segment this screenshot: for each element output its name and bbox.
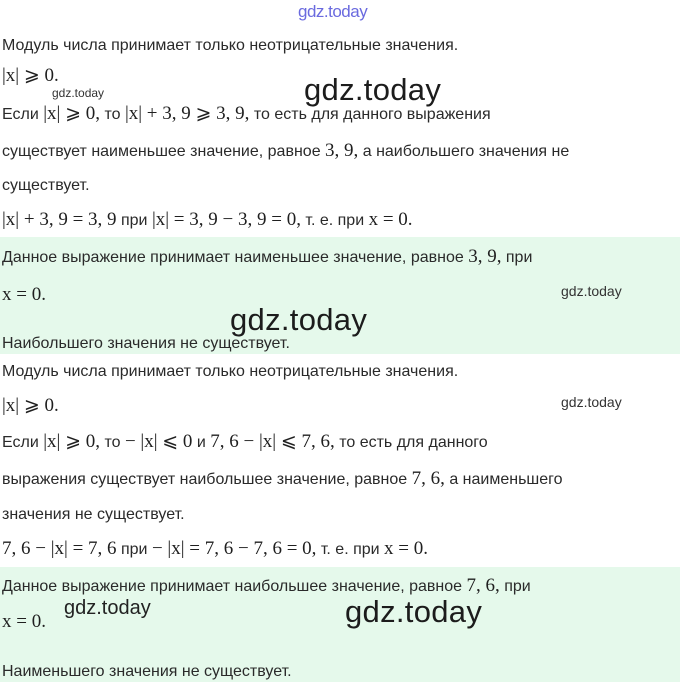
part2-answer-line3: Наименьшего значения не существует. — [2, 663, 292, 680]
part2-answer-math: x = 0. — [2, 611, 46, 632]
part2-inequality: |x| ⩾ 0. — [2, 395, 59, 416]
part2-answer-line1: Данное выражение принимает наибольшее значение, равное 7, 6, при — [2, 575, 531, 596]
watermark-top: gdz.today — [298, 2, 368, 21]
part1-line3: существует. — [2, 177, 90, 194]
part1-intro: Модуль числа принимает только неотрицательные значения. — [2, 37, 459, 54]
part1-answer-line3: Наибольшего значения не существует. — [2, 335, 290, 352]
part1-inequality: |x| ⩾ 0. — [2, 65, 59, 86]
part2-line4: 7, 6 − |x| = 7, 6 при − |x| = 7, 6 − 7, 6 = 0, т. е. при x = 0. — [2, 538, 428, 559]
part1-line2: существует наименьшее значение, равное 3, 9, а наибольшего значения не — [2, 140, 570, 161]
watermark-large-1: gdz.today — [304, 72, 442, 107]
watermark-small-2: gdz.today — [561, 283, 622, 299]
part1-answer-line1: Данное выражение принимает наименьшее значение, равное 3, 9, при — [2, 246, 533, 267]
part2-line3: значения не существует. — [2, 506, 185, 523]
watermark-large-3: gdz.today — [345, 594, 483, 629]
watermark-small-3: gdz.today — [561, 394, 622, 410]
watermark-large-2: gdz.today — [230, 302, 368, 337]
part2-line1: Если |x| ⩾ 0, то − |x| ⩽ 0 и 7, 6 − |x| ⩽ 7, 6, то есть для данного — [2, 431, 488, 452]
part1-answer-math: x = 0. — [2, 284, 46, 305]
part1-line1: Если |x| ⩾ 0, то |x| + 3, 9 ⩾ 3, 9, то есть для данного выражения — [2, 103, 491, 124]
part1-line4: |x| + 3, 9 = 3, 9 при |x| = 3, 9 − 3, 9 = 0, т. е. при x = 0. — [2, 209, 413, 230]
watermark-medium-1: gdz.today — [64, 597, 151, 619]
part2-intro: Модуль числа принимает только неотрицательные значения. — [2, 363, 459, 380]
part2-line2: выражения существует наибольшее значение, равное 7, 6, а наименьшего — [2, 468, 563, 489]
watermark-small-1: gdz.today — [52, 86, 105, 100]
